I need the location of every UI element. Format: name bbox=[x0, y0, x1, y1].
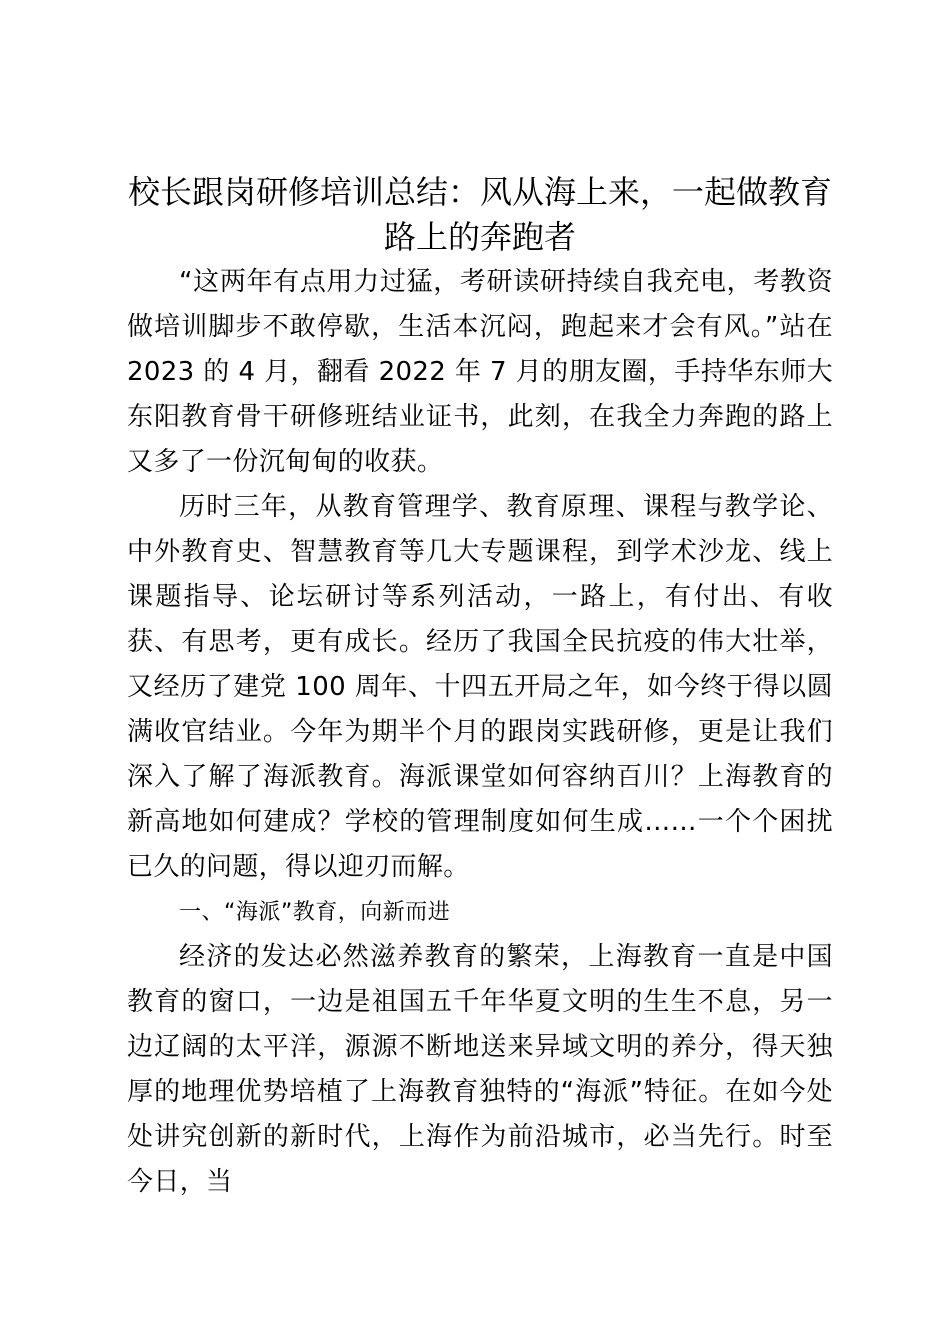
paragraph-overview: 历时三年，从教育管理学、教育原理、课程与教学论、中外教育史、智慧教育等几大专题课程，到学术沙龙、线上课题指导、论坛研讨等系列活动，一路上，有付出、有收获、有思考，更有成长。经历了我国全民抗疫的伟大壮举，又经历了建党 100 周年、十四五开局之年，如今终于得以圆满收官结业。今年为期半个月的跟岗实践研修，更是让我们深入了解了海派教育。海派课堂如何容纳百川？上海教育的新高地如何建成？学校的管理制度如何生成……一个个困扰已久的问题，得以迎刃而解。 bbox=[127, 492, 833, 882]
document-title: 校长跟岗研修培训总结：风从海上来，一起做教育路上的奔跑者 bbox=[127, 173, 832, 256]
paragraph-section-1: 经济的发达必然滋养教育的繁荣，上海教育一直是中国教育的窗口，一边是祖国五千年华夏文明的生生不息，另一边辽阔的太平洋，源源不断地送来异域文明的养分，得天独厚的地理优势培植了上海教育独特的“海派”特征。在如今处处讲究创新的新时代，上海作为前沿城市，必当先行。时至今日，当 bbox=[127, 942, 833, 1197]
document-body bbox=[127, 260, 833, 1205]
document-content bbox=[127, 170, 833, 1205]
paragraph-intro: “这两年有点用力过猛，考研读研持续自我充电，考教资做培训脚步不敢停歇，生活本沉闷，跑起来才会有风。”站在 2023 的 4 月，翻看 2022 年 7 月的朋友圈，手持华东师大东阳教育骨干研修班结业证书，此刻，在我全力奔跑的路上又多了一份沉甸甸的收获。 bbox=[127, 267, 833, 477]
section-heading: 一、“海派”教育，向新而进 bbox=[179, 900, 451, 925]
